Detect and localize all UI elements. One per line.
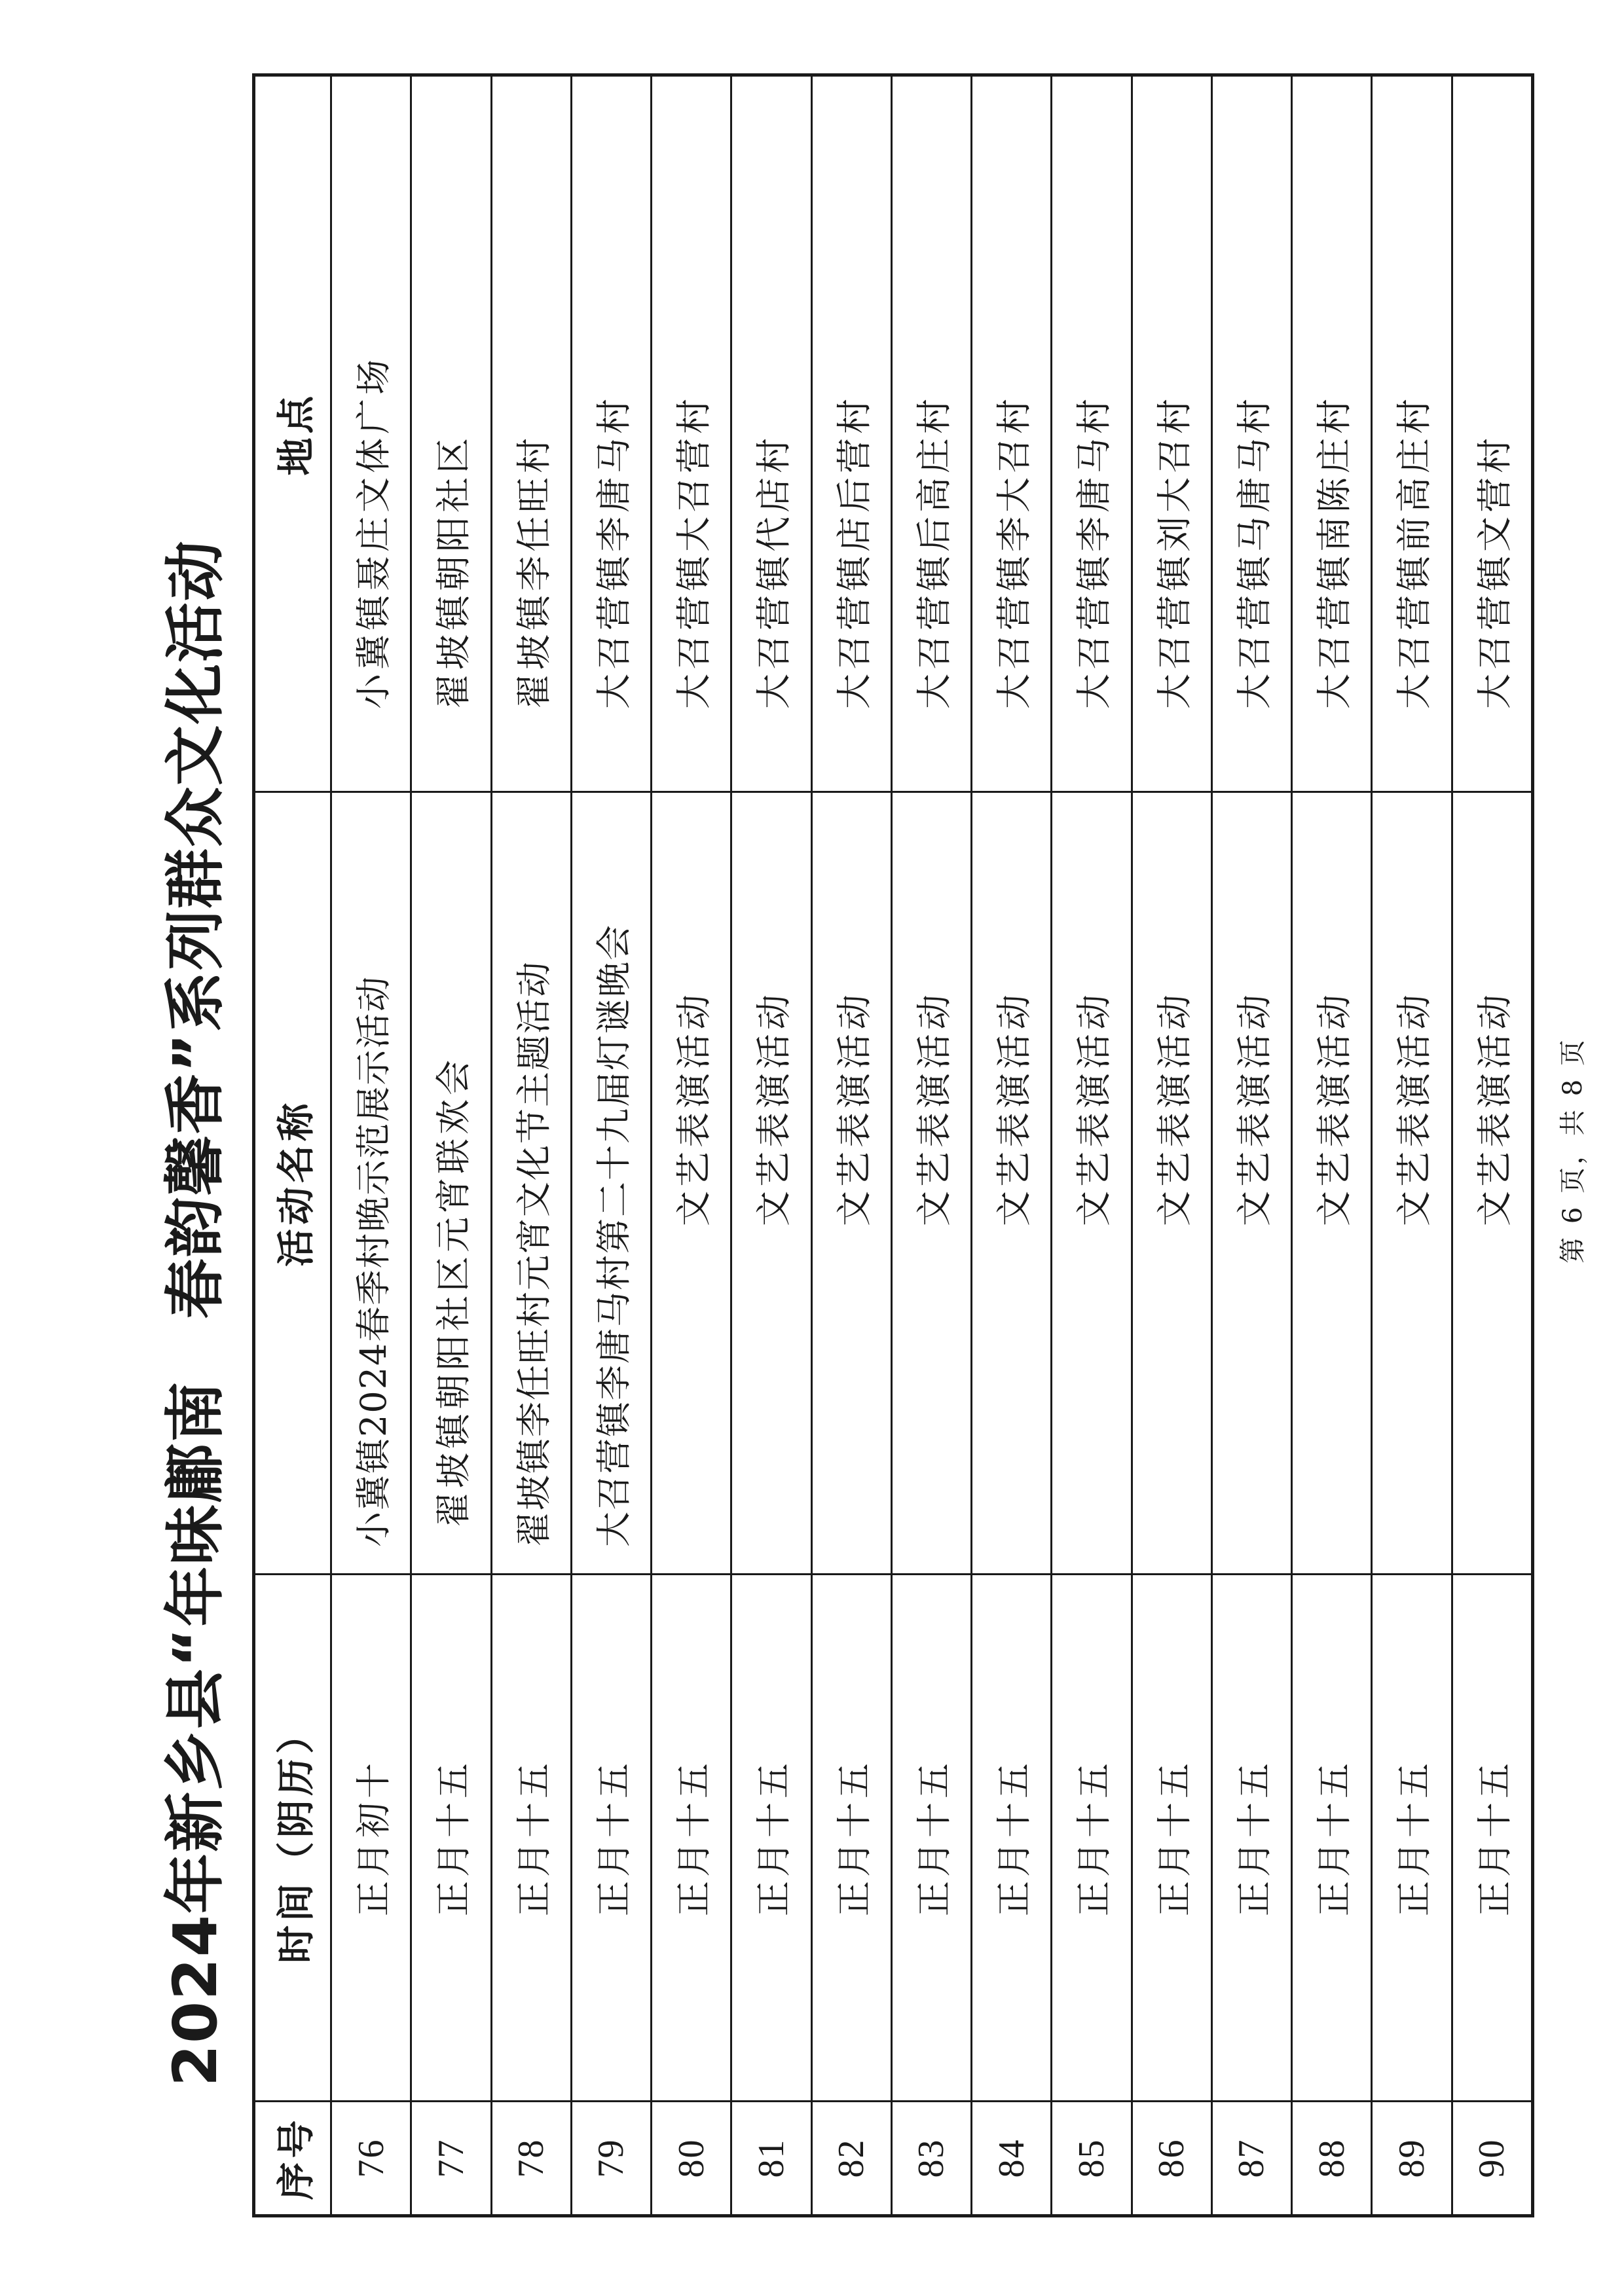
- cell-activity-name: 文艺表演活动: [1452, 792, 1533, 1575]
- cell-activity-name: 文艺表演活动: [1052, 792, 1132, 1575]
- table-row: [331, 75, 411, 2216]
- table-row: [891, 75, 971, 2216]
- cell-time: 正月十五: [1372, 1575, 1452, 2102]
- cell-seq: 89: [1372, 2102, 1452, 2216]
- cell-activity-name: 文艺表演活动: [972, 792, 1052, 1575]
- cell-activity-name: 翟坡镇朝阳社区元宵联欢会: [411, 792, 491, 1575]
- cell-activity-name: 大召营镇李唐马村第二十九届灯谜晚会: [571, 792, 651, 1575]
- cell-location: 大召营镇南陈庄村: [1292, 75, 1372, 792]
- cell-seq: 78: [491, 2102, 571, 2216]
- table-row: [731, 75, 811, 2216]
- table-row: [1052, 75, 1132, 2216]
- cell-time: 正月十五: [891, 1575, 971, 2102]
- cell-seq: 79: [571, 2102, 651, 2216]
- cell-seq: 90: [1452, 2102, 1533, 2216]
- cell-location: 大召营镇李大召村: [972, 75, 1052, 792]
- cell-activity-name: 文艺表演活动: [1211, 792, 1291, 1575]
- cell-seq: 83: [891, 2102, 971, 2216]
- cell-location: 翟坡镇李任旺村: [491, 75, 571, 792]
- header-seq: 序号: [254, 2102, 331, 2216]
- cell-activity-name: 文艺表演活动: [1372, 792, 1452, 1575]
- cell-seq: 76: [331, 2102, 411, 2216]
- cell-time: 正月十五: [1132, 1575, 1211, 2102]
- cell-seq: 80: [652, 2102, 731, 2216]
- cell-time: 正月十五: [1292, 1575, 1372, 2102]
- header-name: 活动名称: [254, 792, 331, 1575]
- cell-time: 正月初十: [331, 1575, 411, 2102]
- cell-location: 小冀镇聂庄文体广场: [331, 75, 411, 792]
- cell-activity-name: 文艺表演活动: [811, 792, 891, 1575]
- cell-activity-name: 文艺表演活动: [891, 792, 971, 1575]
- cell-seq: 82: [811, 2102, 891, 2216]
- table-row: [972, 75, 1052, 2216]
- cell-location: 大召营镇马唐马村: [1211, 75, 1291, 792]
- cell-location: 大召营镇李唐马村: [571, 75, 651, 792]
- cell-activity-name: 文艺表演活动: [652, 792, 731, 1575]
- cell-seq: 86: [1132, 2102, 1211, 2216]
- cell-time: 正月十五: [652, 1575, 731, 2102]
- cell-time: 正月十五: [411, 1575, 491, 2102]
- cell-time: 正月十五: [571, 1575, 651, 2102]
- table-row: [571, 75, 651, 2216]
- cell-time: 正月十五: [491, 1575, 571, 2102]
- cell-activity-name: 文艺表演活动: [731, 792, 811, 1575]
- cell-time: 正月十五: [731, 1575, 811, 2102]
- table-row: [652, 75, 731, 2216]
- cell-seq: 77: [411, 2102, 491, 2216]
- table-row: [1132, 75, 1211, 2216]
- cell-time: 正月十五: [1052, 1575, 1132, 2102]
- cell-location: 大召营镇代店村: [731, 75, 811, 792]
- page-title: 2024年新乡县“年味鄘南 春韵馨香”系列群众文化活动: [160, 539, 231, 2086]
- cell-seq: 85: [1052, 2102, 1132, 2216]
- cell-seq: 87: [1211, 2102, 1291, 2216]
- cell-time: 正月十五: [1452, 1575, 1533, 2102]
- cell-location: 大召营镇大召营村: [652, 75, 731, 792]
- cell-seq: 81: [731, 2102, 811, 2216]
- table-row: [1372, 75, 1452, 2216]
- table-row: [411, 75, 491, 2216]
- cell-time: 正月十五: [811, 1575, 891, 2102]
- cell-time: 正月十五: [972, 1575, 1052, 2102]
- cell-location: 大召营镇后高庄村: [891, 75, 971, 792]
- cell-location: 大召营镇文营村: [1452, 75, 1533, 792]
- cell-activity-name: 小冀镇2024春季村晚示范展示活动: [331, 792, 411, 1575]
- activity-table: [252, 73, 1534, 2217]
- cell-location: 大召营镇刘大召村: [1132, 75, 1211, 792]
- cell-activity-name: 文艺表演活动: [1292, 792, 1372, 1575]
- header-location: 地点: [254, 75, 331, 792]
- header-time: 时间（阴历）: [254, 1575, 331, 2102]
- cell-location: 大召营镇李唐马村: [1052, 75, 1132, 792]
- table-header-row: [254, 75, 331, 2216]
- cell-location: 翟坡镇朝阳社区: [411, 75, 491, 792]
- cell-seq: 84: [972, 2102, 1052, 2216]
- table-row: [1452, 75, 1533, 2216]
- table-row: [1292, 75, 1372, 2216]
- page-number: 第 6 页，共 8 页: [1558, 1037, 1588, 1264]
- table-row: [811, 75, 891, 2216]
- cell-time: 正月十五: [1211, 1575, 1291, 2102]
- cell-activity-name: 文艺表演活动: [1132, 792, 1211, 1575]
- table-row: [1211, 75, 1291, 2216]
- cell-location: 大召营镇店后营村: [811, 75, 891, 792]
- cell-location: 大召营镇前高庄村: [1372, 75, 1452, 792]
- table-row: [491, 75, 571, 2216]
- cell-activity-name: 翟坡镇李任旺村元宵文化节主题活动: [491, 792, 571, 1575]
- cell-seq: 88: [1292, 2102, 1372, 2216]
